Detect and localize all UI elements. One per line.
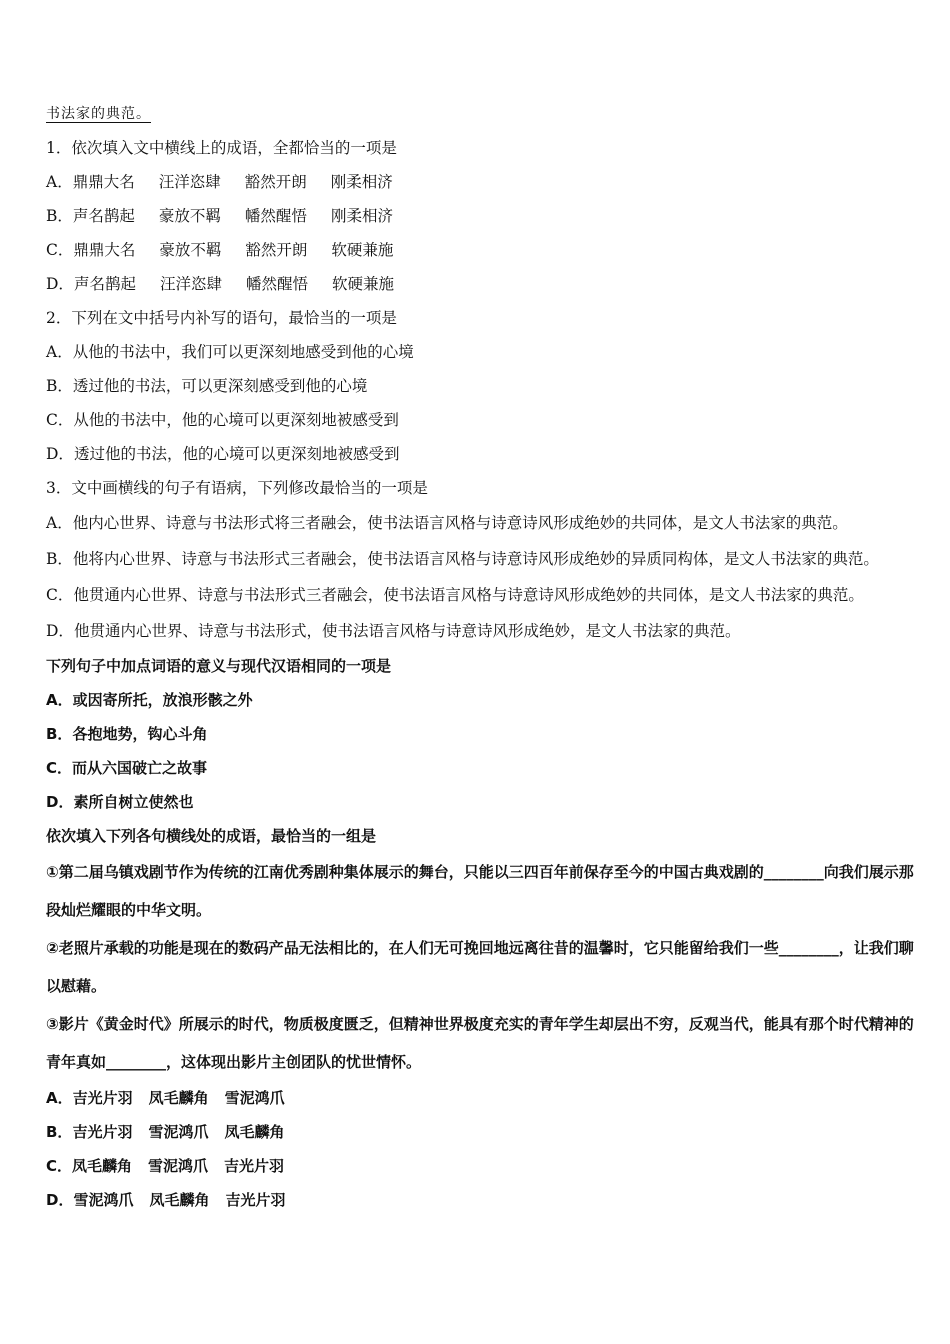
q4-option-c xyxy=(46,751,926,785)
option-item: 软硬兼施 xyxy=(331,241,394,259)
option-label: A． xyxy=(46,691,73,709)
underlined-sentence-end: 书法家的典范。 xyxy=(46,106,151,122)
q1-option-a xyxy=(46,165,926,199)
q1-option-d xyxy=(46,267,926,301)
option-text: 透过他的书法，他的心境可以更深刻地被感受到 xyxy=(73,445,400,463)
option-label: C． xyxy=(46,759,73,777)
q5-sentence-1: ①第二届乌镇戏剧节作为传统的江南优秀剧种集体展示的舞台，只能以三四百年前保存至今的中国古典戏剧的________向我们展示那段灿烂耀眼的中华文明。 xyxy=(46,863,914,919)
option-label: C． xyxy=(46,1157,73,1175)
q5-sentence-2: ②老照片承载的功能是现在的数码产品无法相比的，在人们无可挽回地远离往昔的温馨时，它只能留给我们一些________，让我们聊以慰藉。 xyxy=(46,939,914,995)
option-label: D． xyxy=(46,622,74,640)
option-label: D． xyxy=(46,793,74,811)
q5-option-a xyxy=(46,1081,926,1115)
option-item: 雪泥鸿爪 xyxy=(224,1089,285,1107)
option-text: 各抱地势，钩心斗角 xyxy=(72,725,208,743)
option-item: 幡然醒悟 xyxy=(245,275,308,293)
option-item: 雪泥鸿爪 xyxy=(73,1191,134,1209)
option-text: 他内心世界、诗意与书法形式将三者融会，使书法语言风格与诗意诗风形成绝妙的共同体，是文人书法家的典范。 xyxy=(72,514,848,532)
option-item: 吉光片羽 xyxy=(72,1123,133,1141)
option-item: 凤毛麟角 xyxy=(149,1191,210,1209)
option-item: 鼎鼎大名 xyxy=(72,173,135,191)
q2-option-a xyxy=(46,335,926,369)
option-item: 鼎鼎大名 xyxy=(73,241,136,259)
q3-stem: 3．文中画横线的句子有语病，下列修改最恰当的一项是 xyxy=(46,479,428,497)
option-text: 透过他的书法，可以更深刻感受到他的心境 xyxy=(72,377,368,395)
q1-stem: 1．依次填入文中横线上的成语，全都恰当的一项是 xyxy=(46,139,397,157)
option-text: 或因寄所托，放浪形骸之外 xyxy=(72,691,253,709)
option-item: 豁然开朗 xyxy=(245,241,308,259)
option-text: 从他的书法中，他的心境可以更深刻地被感受到 xyxy=(73,411,399,429)
q4-option-b xyxy=(46,717,926,751)
option-text: 他贯通内心世界、诗意与书法形式三者融会，使书法语言风格与诗意诗风形成绝妙的共同体，是文人书法家的典范。 xyxy=(73,586,864,604)
option-text: 从他的书法中，我们可以更深刻地感受到他的心境 xyxy=(72,343,414,361)
option-item: 声名鹊起 xyxy=(72,207,135,225)
option-item: 吉光片羽 xyxy=(225,1191,286,1209)
q5-stem: 依次填入下列各句横线处的成语，最恰当的一组是 xyxy=(46,827,377,845)
option-label: C． xyxy=(46,411,74,429)
option-item: 幡然醒悟 xyxy=(244,207,307,225)
q3-option-c xyxy=(46,577,926,613)
option-label: A． xyxy=(46,514,73,532)
option-item: 吉光片羽 xyxy=(72,1089,133,1107)
option-label: B． xyxy=(46,377,73,395)
q5-option-c xyxy=(46,1149,926,1183)
option-item: 凤毛麟角 xyxy=(72,1157,133,1175)
option-label: A． xyxy=(46,1089,73,1107)
q3-option-d xyxy=(46,613,926,649)
option-item: 豪放不羁 xyxy=(159,241,222,259)
option-item: 豪放不羁 xyxy=(158,207,221,225)
option-item: 吉光片羽 xyxy=(224,1157,285,1175)
q5-option-b xyxy=(46,1115,926,1149)
option-item: 豁然开朗 xyxy=(244,173,307,191)
q5-option-d xyxy=(46,1183,926,1217)
q1-option-c xyxy=(46,233,926,267)
q2-option-c xyxy=(46,403,926,437)
option-item: 凤毛麟角 xyxy=(148,1089,209,1107)
option-label: D． xyxy=(46,445,74,463)
option-label: A． xyxy=(46,173,73,191)
option-item: 雪泥鸿爪 xyxy=(148,1157,209,1175)
option-item: 汪洋恣肆 xyxy=(158,173,221,191)
q1-option-b xyxy=(46,199,926,233)
q3-option-a xyxy=(46,505,926,541)
option-item: 软硬兼施 xyxy=(331,275,394,293)
option-label: B． xyxy=(46,1123,73,1141)
q2-stem: 2．下列在文中括号内补写的语句，最恰当的一项是 xyxy=(46,309,397,327)
option-label: C． xyxy=(46,241,74,259)
option-label: B． xyxy=(46,207,73,225)
option-label: D． xyxy=(46,275,74,293)
option-item: 雪泥鸿爪 xyxy=(148,1123,209,1141)
option-label: A． xyxy=(46,343,73,361)
option-label: B． xyxy=(46,550,73,568)
q4-stem: 下列句子中加点词语的意义与现代汉语相同的一项是 xyxy=(46,657,392,675)
q4-option-d xyxy=(46,785,926,819)
option-text: 他贯通内心世界、诗意与书法形式，使书法语言风格与诗意诗风形成绝妙，是文人书法家的典范。 xyxy=(73,622,741,640)
intro-line xyxy=(46,96,926,131)
option-item: 凤毛麟角 xyxy=(224,1123,285,1141)
option-label: D． xyxy=(46,1191,74,1209)
option-item: 声名鹊起 xyxy=(73,275,136,293)
option-item: 汪洋恣肆 xyxy=(159,275,222,293)
option-item: 刚柔相济 xyxy=(330,207,393,225)
option-label: C． xyxy=(46,586,74,604)
option-label: B． xyxy=(46,725,73,743)
q4-option-a xyxy=(46,683,926,717)
document-page xyxy=(46,96,926,1217)
option-item: 刚柔相济 xyxy=(330,173,393,191)
q3-option-b xyxy=(46,541,926,577)
option-text: 素所自树立使然也 xyxy=(73,793,194,811)
option-text: 他将内心世界、诗意与书法形式三者融会，使书法语言风格与诗意诗风形成绝妙的异质同构体，是文人书法家的典范。 xyxy=(72,550,879,568)
q5-sentence-3: ③影片《黄金时代》所展示的时代，物质极度匮乏，但精神世界极度充实的青年学生却层出不穷，反观当代，能具有那个时代精神的青年真如________，这体现出影片主创团队的忧世情怀。 xyxy=(46,1015,914,1071)
q2-option-b xyxy=(46,369,926,403)
q2-option-d xyxy=(46,437,926,471)
option-text: 而从六国破亡之故事 xyxy=(72,759,208,777)
